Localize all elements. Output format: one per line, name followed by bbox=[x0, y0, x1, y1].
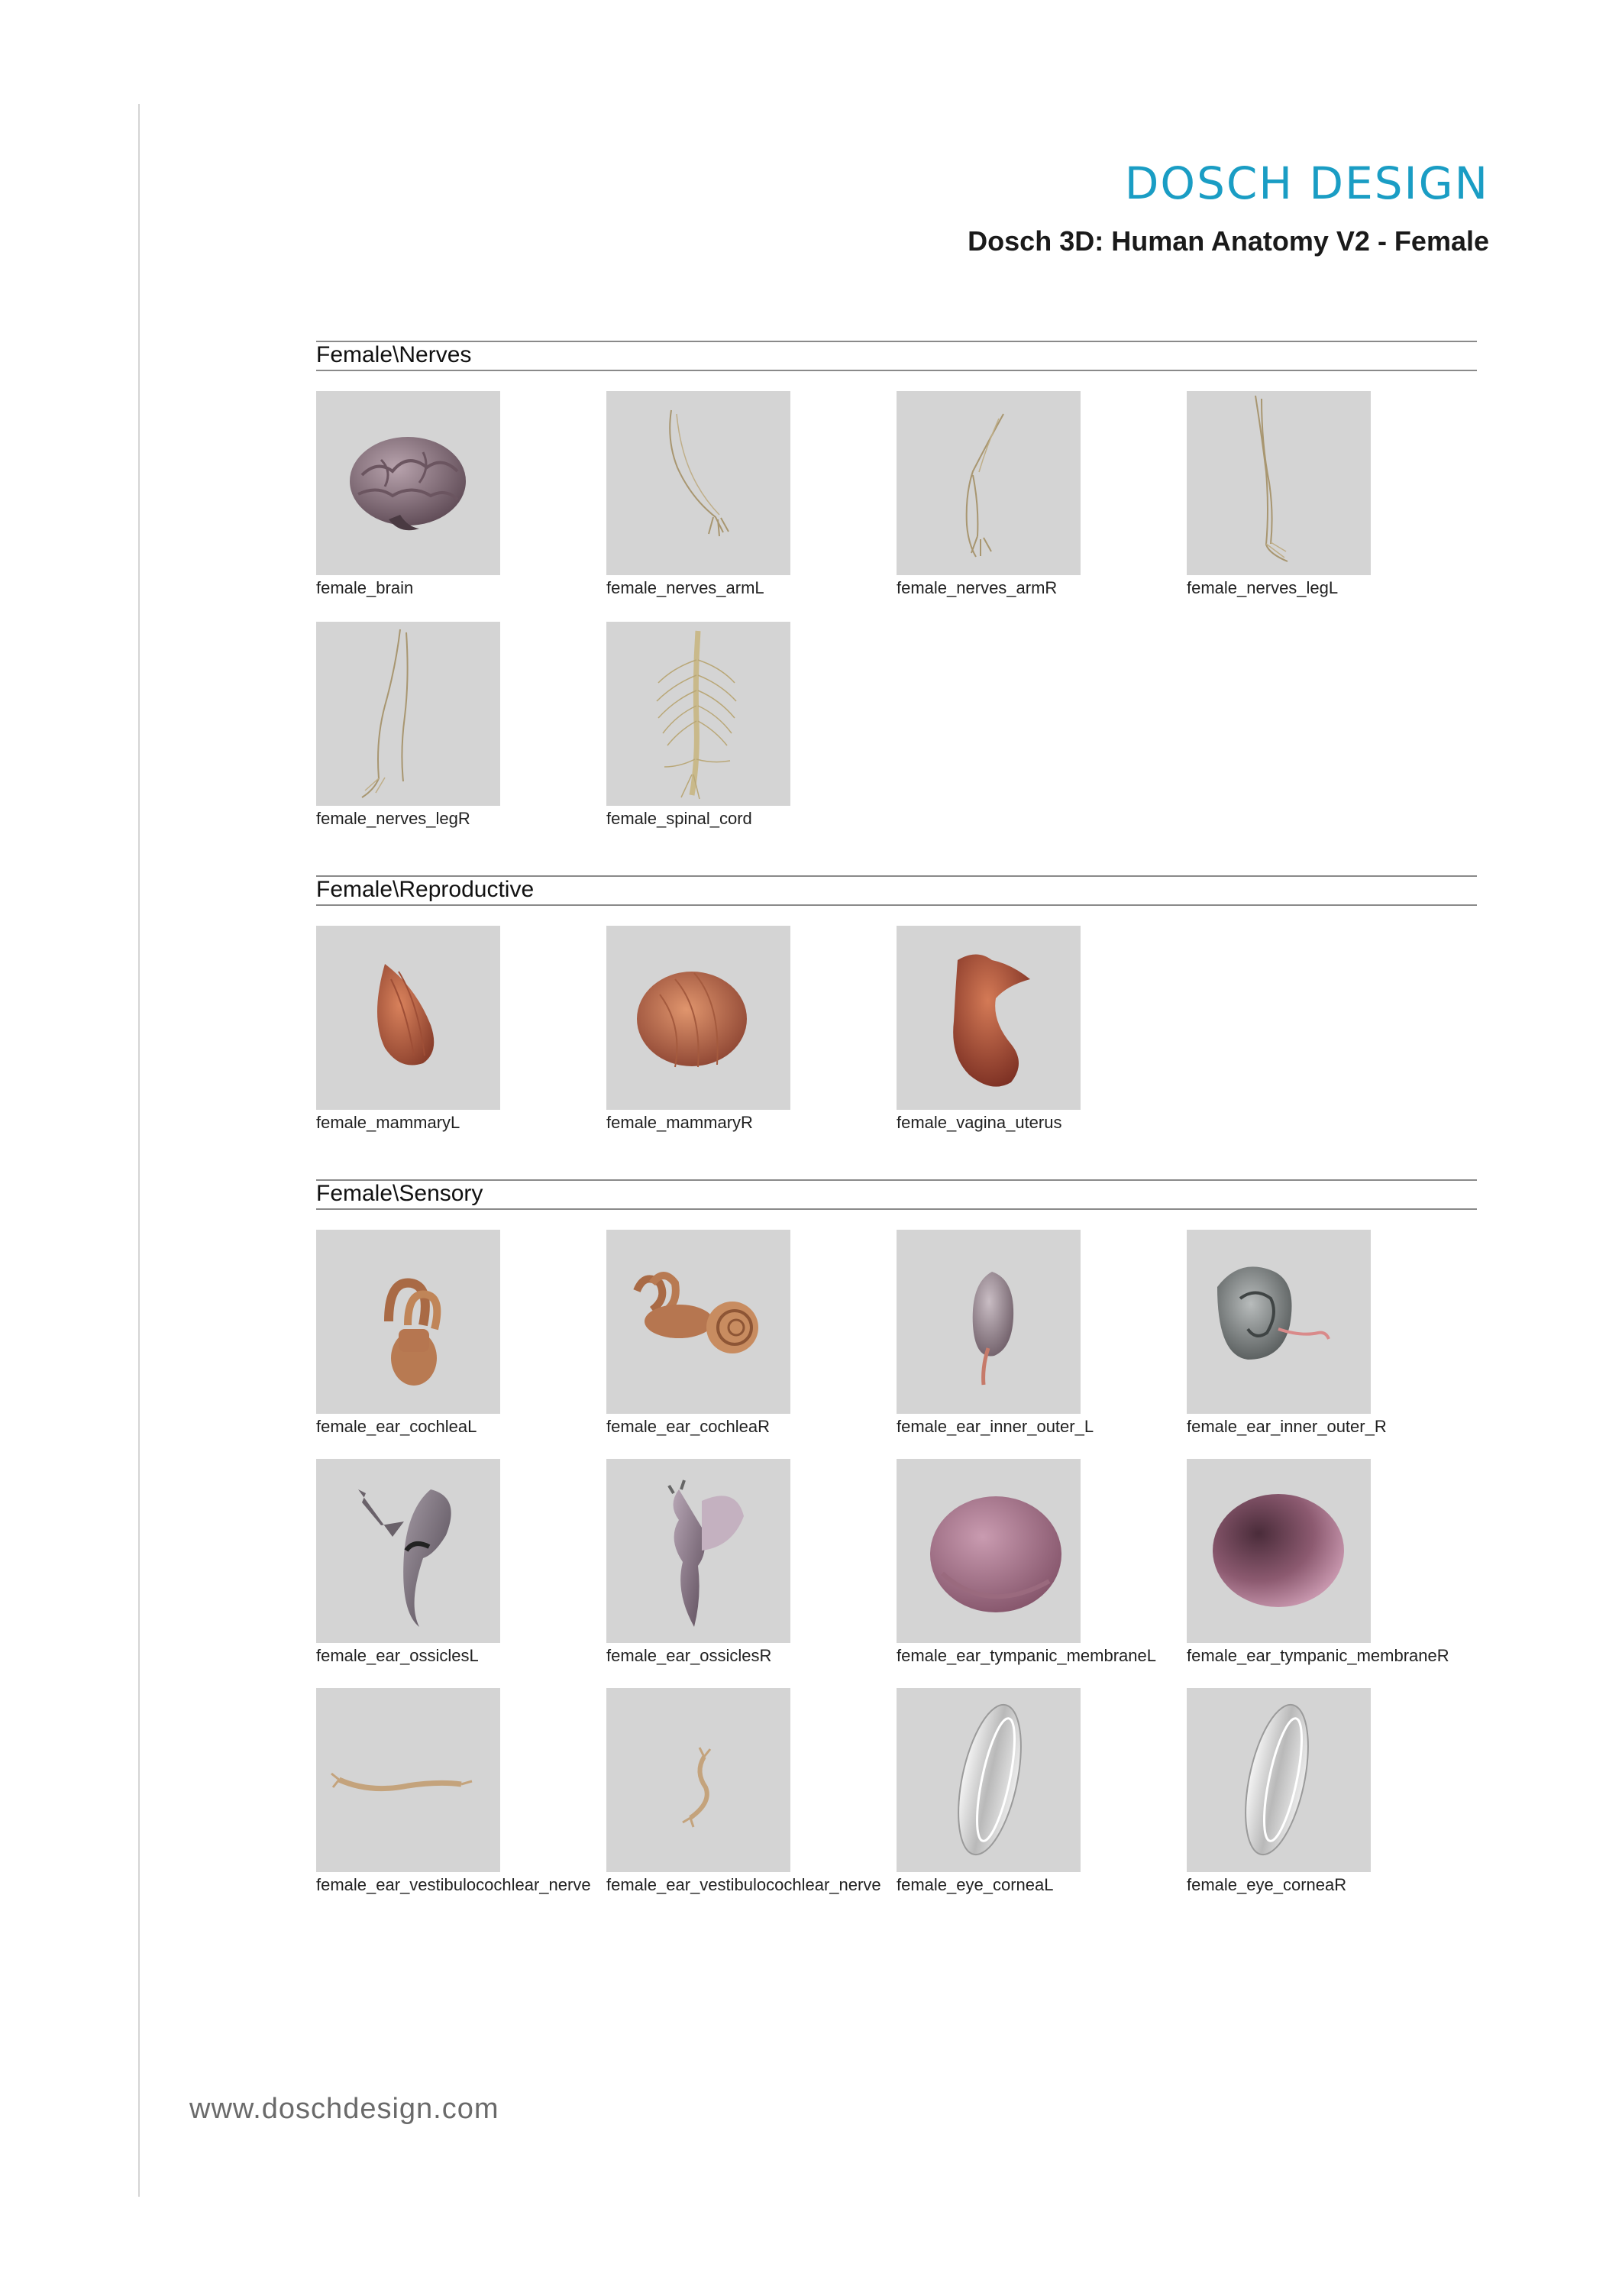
caption: female_ear_cochleaR bbox=[606, 1417, 771, 1436]
caption: female_ear_inner_outer_L bbox=[897, 1417, 1094, 1436]
caption: female_ear_inner_outer_R bbox=[1187, 1417, 1387, 1436]
ossicles-icon bbox=[316, 1459, 500, 1643]
thumbnail-female-nerves-arml[interactable] bbox=[606, 391, 790, 575]
mammary-icon bbox=[606, 926, 790, 1110]
thumbnail-female-ear-ossiclesr[interactable] bbox=[606, 1459, 790, 1643]
caption: female_eye_corneaR bbox=[1187, 1875, 1347, 1894]
cochlea-icon bbox=[606, 1230, 790, 1414]
caption: female_nerves_legL bbox=[1187, 578, 1339, 597]
thumbnail-female-eye-cornеal[interactable] bbox=[897, 1688, 1081, 1872]
caption: female_ear_tympanic_membraneR bbox=[1187, 1646, 1449, 1665]
ossicles-icon bbox=[606, 1459, 790, 1643]
caption: female_ear_vestibulocochlear_nerve bbox=[316, 1875, 591, 1894]
thumbnail-female-mammaryr[interactable] bbox=[606, 926, 790, 1110]
spinal-cord-icon bbox=[606, 622, 790, 806]
thumbnail-female-mammaryl[interactable] bbox=[316, 926, 500, 1110]
nerve-arm-icon bbox=[606, 391, 790, 575]
caption: female_ear_tympanic_membraneL bbox=[897, 1646, 1156, 1665]
caption: female_brain bbox=[316, 578, 414, 597]
section-heading: Female\Reproductive bbox=[316, 877, 535, 902]
section-header-reproductive bbox=[316, 875, 1477, 906]
caption: female_ear_ossiclesL bbox=[316, 1646, 479, 1665]
caption: female_spinal_cord bbox=[606, 809, 752, 828]
uterus-icon bbox=[897, 926, 1081, 1110]
cornea-icon bbox=[897, 1688, 1081, 1872]
document-title: Dosch 3D: Human Anatomy V2 - Female bbox=[968, 225, 1489, 257]
caption: female_nerves_armR bbox=[897, 578, 1058, 597]
vestibulocochlear-nerve-icon bbox=[606, 1688, 790, 1872]
caption: female_nerves_armL bbox=[606, 578, 764, 597]
nerve-leg-icon bbox=[316, 622, 500, 806]
section-header-nerves bbox=[316, 341, 1477, 371]
tympanic-membrane-icon bbox=[1187, 1459, 1371, 1643]
thumbnail-female-nerves-legl[interactable] bbox=[1187, 391, 1371, 575]
cornea-icon bbox=[1187, 1688, 1371, 1872]
thumbnail-female-ear-inner-outer-r[interactable] bbox=[1187, 1230, 1371, 1414]
thumbnail-female-ear-inner-outer-l[interactable] bbox=[897, 1230, 1081, 1414]
vestibulocochlear-nerve-icon bbox=[316, 1688, 500, 1872]
thumbnail-female-ear-vestibulocochlear-nerve-r[interactable] bbox=[606, 1688, 790, 1872]
tympanic-membrane-icon bbox=[897, 1459, 1081, 1643]
caption: female_mammaryR bbox=[606, 1113, 753, 1132]
caption: female_ear_vestibulocochlear_nerve bbox=[606, 1875, 881, 1894]
footer-website-link[interactable]: www.doschdesign.com bbox=[189, 2093, 499, 2125]
caption: female_mammaryL bbox=[316, 1113, 460, 1132]
thumbnail-female-brain[interactable] bbox=[316, 391, 500, 575]
section-heading: Female\Nerves bbox=[316, 342, 472, 367]
caption: female_eye_corneaL bbox=[897, 1875, 1054, 1894]
nerve-leg-icon bbox=[1187, 391, 1371, 575]
thumbnail-female-ear-cochlear[interactable] bbox=[606, 1230, 790, 1414]
ear-icon bbox=[1187, 1230, 1371, 1414]
caption: female_vagina_uterus bbox=[897, 1113, 1062, 1132]
caption: female_nerves_legR bbox=[316, 809, 470, 828]
nerve-arm-icon bbox=[897, 391, 1081, 575]
ear-icon bbox=[897, 1230, 1081, 1414]
thumbnail-female-ear-tympanic-membraner[interactable] bbox=[1187, 1459, 1371, 1643]
thumbnail-female-ear-cochleal[interactable] bbox=[316, 1230, 500, 1414]
thumbnail-female-ear-ossiclesl[interactable] bbox=[316, 1459, 500, 1643]
thumbnail-female-vagina-uterus[interactable] bbox=[897, 926, 1081, 1110]
caption: female_ear_cochleaL bbox=[316, 1417, 477, 1436]
cochlea-icon bbox=[316, 1230, 500, 1414]
brand-logo: DOSCH DESIGN bbox=[1124, 157, 1489, 209]
thumbnail-female-spinal-cord[interactable] bbox=[606, 622, 790, 806]
caption: female_ear_ossiclesR bbox=[606, 1646, 772, 1665]
section-header-sensory bbox=[316, 1179, 1477, 1210]
thumbnail-female-nerves-armr[interactable] bbox=[897, 391, 1081, 575]
mammary-icon bbox=[316, 926, 500, 1110]
section-heading: Female\Sensory bbox=[316, 1181, 483, 1206]
thumbnail-female-nerves-legr[interactable] bbox=[316, 622, 500, 806]
thumbnail-female-ear-vestibulocochlear-nerve-l[interactable] bbox=[316, 1688, 500, 1872]
thumbnail-female-eye-corneаr[interactable] bbox=[1187, 1688, 1371, 1872]
page-margin-rule bbox=[138, 104, 140, 2197]
brain-icon bbox=[316, 391, 500, 575]
thumbnail-female-ear-tympanic-membranel[interactable] bbox=[897, 1459, 1081, 1643]
